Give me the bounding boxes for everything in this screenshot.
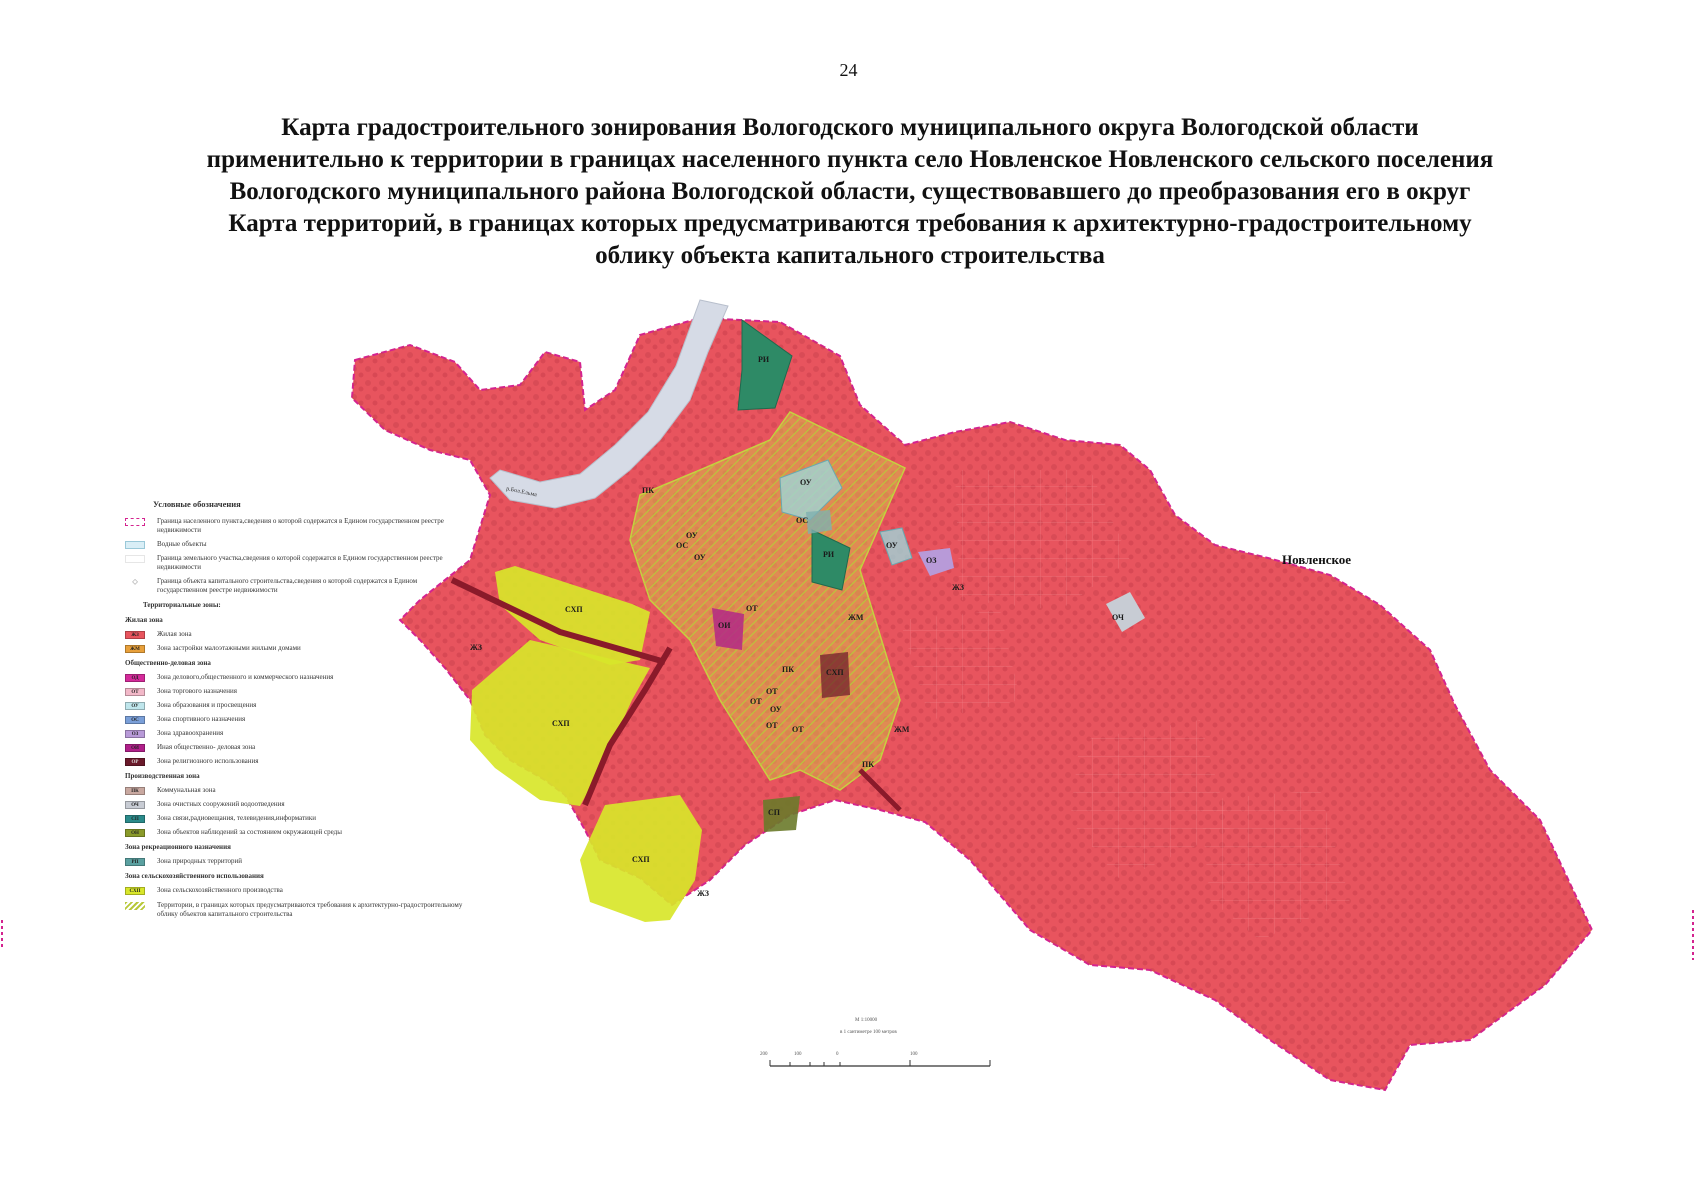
title-line: облику объекта капитального строительства: [595, 242, 1105, 269]
legend-item: [125, 800, 465, 809]
legend-label: Зона очистных сооружений водоотведения: [157, 800, 285, 808]
zone-swatch: ОН: [125, 829, 145, 837]
zone-label-oz: ОЗ: [926, 556, 937, 565]
zone-swatch: ОД: [125, 674, 145, 682]
title-line: применительно к территории в границах населенного пункта село Новленское Новленского сельского поселения: [206, 146, 1494, 173]
legend-item: [125, 540, 465, 549]
title-line: Карта территорий, в границах которых предусматриваются требования к архитектурно-градостроительному: [228, 210, 1472, 237]
zone-label-ou: ОУ: [686, 531, 698, 540]
legend-label: Зона связи,радиовещания, телевидения,информатики: [157, 814, 317, 822]
legend-label: Зона образования и просвещения: [157, 701, 257, 709]
zone-label-zh: ЖЗ: [697, 889, 709, 898]
zone-swatch: ПК: [125, 787, 145, 795]
zone-label-pk: ПК: [862, 760, 875, 769]
zone-swatch: ОЗ: [125, 730, 145, 738]
zone-label-ri: РИ: [823, 550, 835, 559]
legend-label: Зона сельскохозяйственного производства: [157, 886, 283, 894]
zone-label-och: ОЧ: [1112, 613, 1124, 622]
zone-swatch: ОС: [125, 716, 145, 724]
sport-zone: [806, 510, 832, 534]
scale-ratio: М 1:10000: [855, 1018, 878, 1023]
scale-ruler: [760, 1058, 1010, 1070]
zone-label-ou: ОУ: [770, 705, 782, 714]
zone-swatch: СХП: [125, 887, 145, 895]
legend-item: [125, 701, 465, 710]
legend-item: [125, 901, 465, 919]
legend-label: Зона торгового назначения: [157, 687, 238, 695]
zone-swatch: ОР: [125, 758, 145, 766]
zone-label-zh: ЖЗ: [952, 583, 964, 592]
zone-label-pk: ПК: [782, 665, 795, 674]
place-name-label: Новленское: [1282, 552, 1352, 567]
zone-label-ou: ОУ: [800, 478, 812, 487]
zone-label-os: ОС: [676, 541, 689, 550]
legend-label: Коммунальная зона: [157, 786, 216, 794]
legend-item: [125, 743, 465, 752]
zone-swatch: ОИ: [125, 744, 145, 752]
title-line: Карта градостроительного зонирования Вологодского муниципального округа Вологодской области: [281, 114, 1419, 141]
legend-item: [125, 828, 465, 837]
page-number: 24: [839, 60, 858, 80]
zone-label-shp: СХП: [565, 605, 583, 614]
zone-swatch: СП: [125, 815, 145, 823]
title-line: Вологодского муниципального района Вологодской области, существовавшего до преобразования его в округ: [229, 178, 1471, 205]
zone-label-ou: ОУ: [694, 553, 706, 562]
zone-swatch: ЖМ: [125, 645, 145, 653]
legend-item: [125, 644, 465, 653]
legend-item: [125, 517, 465, 535]
zone-label-ot: ОТ: [766, 687, 778, 696]
legend-item: [125, 715, 465, 724]
zone-label-oi: ОИ: [718, 621, 731, 630]
zone-swatch: ЖЗ: [125, 631, 145, 639]
legend-label: Водные объекты: [157, 540, 207, 548]
zone-swatch: РП: [125, 858, 145, 866]
zone-label-ot: ОТ: [766, 721, 778, 730]
legend-item: [125, 687, 465, 696]
group-heading: Зона рекреационного назначения: [125, 843, 231, 851]
zone-label-os: ОС: [796, 516, 809, 525]
legend-title: Условные обозначения: [153, 499, 241, 509]
river-label: р.Бол.Ельма: [505, 486, 538, 499]
zone-label-sp: СП: [768, 808, 780, 817]
scale-tick: 0: [836, 1052, 839, 1057]
zone-label-shp: СХП: [632, 855, 650, 864]
legend-item: [125, 673, 465, 682]
zone-label-zhm: ЖМ: [894, 725, 910, 734]
water-swatch: [125, 541, 145, 549]
legend-label: Граница объекта капитального строительства,сведения о которой содержатся в Едином государственном реестре недвижимости: [157, 577, 418, 594]
parcel-swatch: [125, 555, 145, 563]
legend-label: Зона делового,общественного и коммерческого назначения: [157, 673, 334, 681]
zone-swatch: ОТ: [125, 688, 145, 696]
zone-label-ot: ОТ: [792, 725, 804, 734]
legend-label: Граница населенного пункта,сведения о которой содержатся в Едином государственном реестре недвижимости: [157, 517, 444, 534]
scale-tick: 200: [760, 1052, 768, 1057]
zone-label-shp: СХП: [552, 719, 570, 728]
legend-label: Граница земельного участка,сведения о которой содержатся в Едином государственном реестре недвижимости: [157, 554, 443, 571]
zone-swatch: ОЧ: [125, 801, 145, 809]
zones-heading: Территориальные зоны:: [143, 601, 221, 609]
group-heading: Общественно-деловая зона: [125, 659, 211, 667]
zone-label-ri: РИ: [758, 355, 770, 364]
legend-label: Зона здравоохранения: [157, 729, 224, 737]
group-heading: Производственная зона: [125, 772, 200, 780]
scale-bar: [760, 1018, 1010, 1068]
legend-label: Зона религиозного использования: [157, 757, 259, 765]
legend-item: [125, 786, 465, 795]
zone-label-zhm: ЖМ: [848, 613, 864, 622]
legend-item: [125, 577, 465, 595]
legend-label: Жилая зона: [157, 630, 192, 638]
scale-tick: 100: [910, 1052, 918, 1057]
zone-label-pk: ПК: [642, 486, 655, 495]
scale-tick: 100: [794, 1052, 802, 1057]
legend-item: [125, 886, 465, 895]
legend-label: Зона природных территорий: [157, 857, 243, 865]
map-legend: [125, 500, 465, 924]
hatch-swatch: [125, 902, 145, 910]
zone-swatch: ОУ: [125, 702, 145, 710]
legend-item: [125, 757, 465, 766]
legend-label: Зона объектов наблюдений за состоянием окружающей среды: [157, 828, 342, 836]
legend-label: Зона застройки малоэтажными жилыми домами: [157, 644, 301, 652]
legend-label: Иная общественно- деловая зона: [157, 743, 256, 751]
legend-item: [125, 814, 465, 823]
group-heading: Жилая зона: [125, 616, 163, 624]
building-swatch: ⬦: [125, 578, 145, 586]
legend-label: Территории, в границах которых предусматриваются требования к архитектурно-градостроительному облику объектов капитального строительства: [157, 901, 463, 918]
legend-item: [125, 554, 465, 572]
zone-label-ot: ОТ: [750, 697, 762, 706]
zone-label-shp: СХП: [826, 668, 844, 677]
group-heading: Зона сельскохозяйственного использования: [125, 872, 264, 880]
legend-label: Зона спортивного назначения: [157, 715, 246, 723]
scale-note: в 1 сантиметре 100 метров: [840, 1030, 897, 1035]
zone-label-ou: ОУ: [886, 541, 898, 550]
legend-item: [125, 729, 465, 738]
legend-item: [125, 630, 465, 639]
zone-label-ot: ОТ: [746, 604, 758, 613]
legend-item: [125, 857, 465, 866]
boundary-swatch: [125, 518, 145, 526]
zone-label-zh: ЖЗ: [470, 643, 482, 652]
